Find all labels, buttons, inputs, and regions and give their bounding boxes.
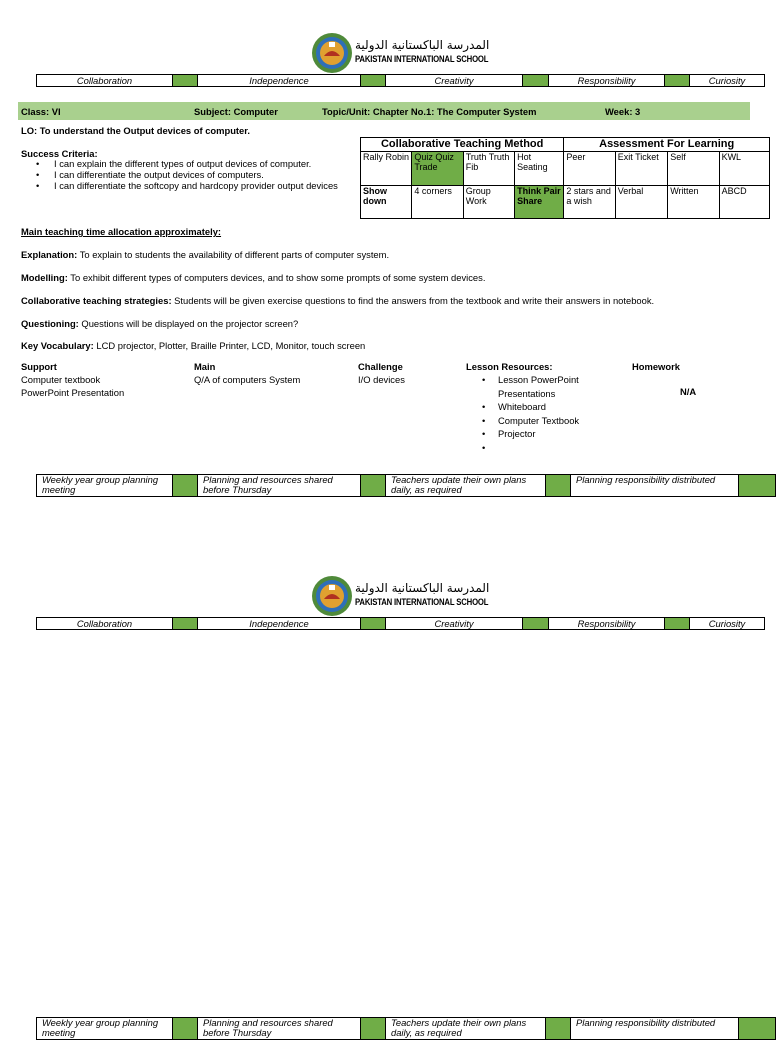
- modelling-line: [21, 272, 485, 283]
- value-responsibility: Responsibility: [549, 618, 665, 629]
- school-crest-icon: [311, 32, 353, 74]
- resources-column: [466, 360, 606, 441]
- value-marker: [523, 618, 549, 629]
- week-label: Week: 3: [605, 106, 641, 117]
- main-title: Main: [194, 361, 216, 372]
- list-item: • Computer Textbook: [466, 414, 606, 428]
- assessment-cell: Self: [668, 152, 719, 186]
- modelling-label: Modelling:: [21, 272, 68, 283]
- main-item: Q/A of computers System: [194, 374, 301, 385]
- topic-label: Topic/Unit: Chapter No.1: The Computer System: [322, 106, 537, 117]
- school-name-arabic: المدرسة الباكستانية الدولية: [355, 38, 490, 52]
- assessment-cell: Written: [668, 186, 719, 219]
- list-item: • I can differentiate the output devices of computers.: [18, 169, 338, 180]
- collab-text: Students will be given exercise questions to find the answers from the textbook and write their answers in notebook.: [171, 295, 655, 306]
- explanation-label: Explanation:: [21, 249, 78, 260]
- learning-objective: LO: To understand the Output devices of computer.: [21, 125, 251, 136]
- planning-marker: [361, 1018, 386, 1039]
- planning-marker: [361, 475, 386, 496]
- school-name-english: PAKISTAN INTERNATIONAL SCHOOL: [355, 54, 489, 64]
- questioning-text: Questions will be displayed on the projector screen?: [78, 318, 299, 329]
- planning-cell: Teachers update their own plans daily, as required: [386, 475, 546, 496]
- value-marker: [173, 618, 198, 629]
- challenge-column: [358, 360, 405, 386]
- school-logo: [311, 575, 501, 615]
- value-collaboration: Collaboration: [37, 618, 173, 629]
- questioning-label: Questioning:: [21, 318, 79, 329]
- planning-row: [36, 474, 776, 497]
- school-crest-icon: [311, 575, 353, 617]
- method-cell: Show down: [361, 186, 412, 219]
- planning-marker: [173, 475, 198, 496]
- vocab-text: LCD projector, Plotter, Braille Printer, LCD, Monitor, touch screen: [93, 340, 366, 351]
- value-responsibility: Responsibility: [549, 75, 665, 86]
- assessment-cell: Verbal: [615, 186, 667, 219]
- planning-marker: [546, 475, 571, 496]
- explanation-line: [21, 249, 389, 260]
- value-independence: Independence: [198, 75, 361, 86]
- allocation-title: Main teaching time allocation approximately:: [21, 226, 222, 237]
- planning-row: [36, 1017, 776, 1040]
- class-info-bar: [18, 102, 750, 120]
- main-column: [194, 360, 300, 386]
- homework-title: Homework: [632, 361, 680, 372]
- assessment-cell: 2 stars and a wish: [564, 186, 615, 219]
- teaching-method-table: [360, 137, 770, 219]
- modelling-text: To exhibit different types of computers devices, and to show some prompts of some system devices.: [67, 272, 486, 283]
- support-item: Computer textbook: [21, 374, 101, 385]
- planning-cell: Planning and resources shared before Thursday: [198, 1018, 361, 1039]
- value-marker: [523, 75, 549, 86]
- values-row: [36, 617, 765, 630]
- value-collaboration: Collaboration: [37, 75, 173, 86]
- school-name-arabic: المدرسة الباكستانية الدولية: [355, 581, 490, 595]
- support-column: [21, 360, 124, 399]
- list-item: • Projector: [466, 427, 606, 441]
- challenge-item: I/O devices: [358, 374, 405, 385]
- assessment-cell: Exit Ticket: [615, 152, 667, 186]
- planning-cell: Planning and resources shared before Thursday: [198, 475, 361, 496]
- planning-marker: [173, 1018, 198, 1039]
- assessment-header: Assessment For Learning: [564, 138, 770, 152]
- school-name-english: PAKISTAN INTERNATIONAL SCHOOL: [355, 597, 489, 607]
- planning-marker: [739, 475, 775, 496]
- planning-cell: Planning responsibility distributed: [571, 1018, 739, 1039]
- planning-cell: Planning responsibility distributed: [571, 475, 739, 496]
- resources-list: [466, 373, 606, 441]
- success-criteria-title: Success Criteria:: [21, 148, 98, 159]
- values-row: [36, 74, 765, 87]
- planning-cell: Teachers update their own plans daily, as required: [386, 1018, 546, 1039]
- planning-cell: Weekly year group planning meeting: [37, 1018, 173, 1039]
- method-cell: 4 corners: [412, 186, 463, 219]
- vocab-line: [21, 340, 365, 351]
- assessment-cell: ABCD: [719, 186, 769, 219]
- assessment-cell: KWL: [719, 152, 769, 186]
- homework-value: N/A: [680, 386, 697, 397]
- collab-label: Collaborative teaching strategies:: [21, 295, 172, 306]
- value-marker: [361, 75, 386, 86]
- explanation-text: To explain to students the availability of different parts of computer system.: [77, 249, 390, 260]
- resources-title: Lesson Resources:: [466, 361, 553, 372]
- success-criteria-list: [18, 158, 338, 191]
- value-marker: [665, 75, 690, 86]
- support-item: PowerPoint Presentation: [21, 387, 125, 398]
- class-label: Class: VI: [21, 106, 61, 117]
- value-curiosity: Curiosity: [708, 618, 746, 629]
- method-cell: Hot Seating: [515, 152, 564, 186]
- value-creativity: Creativity: [386, 75, 523, 86]
- school-logo: [311, 32, 501, 72]
- value-independence: Independence: [198, 618, 361, 629]
- subject-label: Subject: Computer: [194, 106, 278, 117]
- support-title: Support: [21, 361, 57, 372]
- planning-marker: [546, 1018, 571, 1039]
- questioning-line: [21, 318, 298, 329]
- planning-cell: Weekly year group planning meeting: [37, 475, 173, 496]
- value-curiosity: Curiosity: [708, 75, 746, 86]
- list-item: • I can differentiate the softcopy and hardcopy provider output devices: [18, 180, 338, 191]
- method-cell: Group Work: [463, 186, 514, 219]
- homework-column: [632, 360, 680, 373]
- list-item: • Whiteboard: [466, 400, 606, 414]
- method-cell: Quiz Quiz Trade: [412, 152, 463, 186]
- list-item: • Lesson PowerPoint Presentations: [466, 373, 606, 400]
- list-item: • I can explain the different types of output devices of computer.: [18, 158, 338, 169]
- method-cell: Think Pair Share: [515, 186, 564, 219]
- value-marker: [361, 618, 386, 629]
- collab-line: [21, 295, 654, 306]
- method-cell: Truth Truth Fib: [463, 152, 514, 186]
- method-cell: Rally Robin: [361, 152, 412, 186]
- assessment-cell: Peer: [564, 152, 615, 186]
- collaborative-method-header: Collaborative Teaching Method: [361, 138, 564, 152]
- value-marker: [665, 618, 690, 629]
- value-creativity: Creativity: [386, 618, 523, 629]
- value-marker: [173, 75, 198, 86]
- challenge-title: Challenge: [358, 361, 403, 372]
- planning-marker: [739, 1018, 775, 1039]
- vocab-label: Key Vocabulary:: [21, 340, 94, 351]
